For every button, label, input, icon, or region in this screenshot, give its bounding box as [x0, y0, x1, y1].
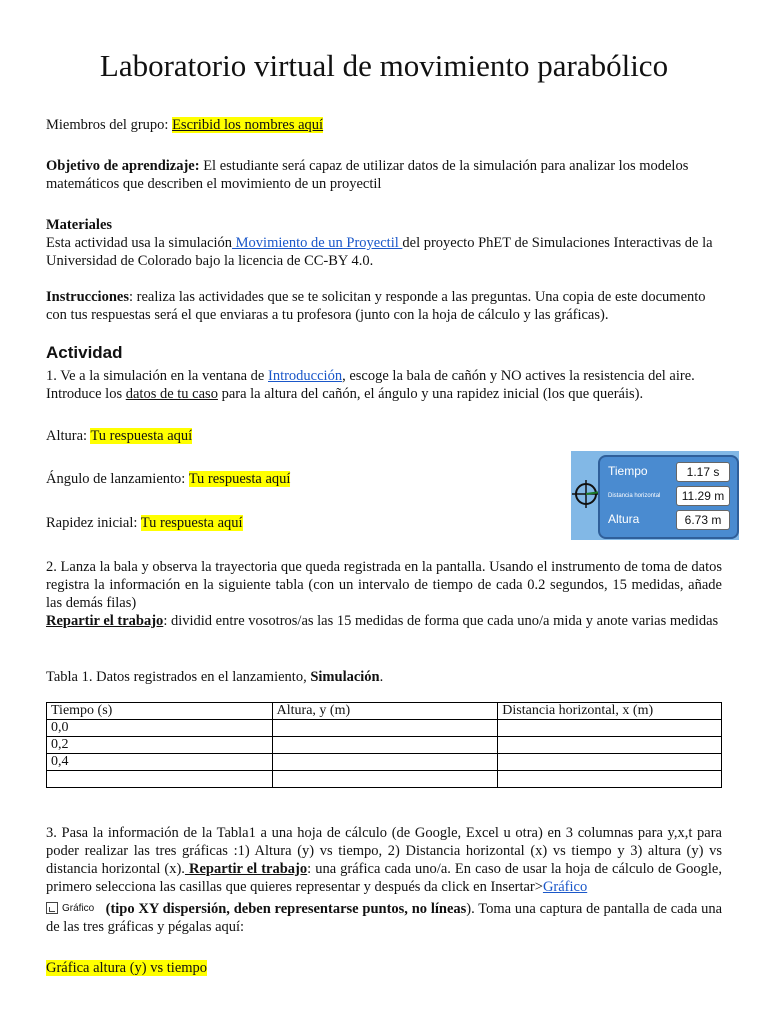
table-cell[interactable] — [498, 771, 722, 788]
crosshair-icon — [571, 479, 601, 509]
step3-bold: (tipo XY dispersión, deben representarse puntos, no líneas — [105, 901, 467, 917]
table-cell[interactable] — [272, 720, 498, 737]
materials-text-before: Esta actividad usa la simulación — [46, 235, 233, 251]
grafico-link[interactable]: Gráfico — [542, 879, 588, 895]
step2-share-text: : dividid entre vosotros/as las 15 medidas de forma que cada uno/a mida y anote varias medidas — [163, 613, 719, 629]
angle-answer-field[interactable]: Tu respuesta aquí — [188, 471, 291, 487]
step3-share-label: Repartir el trabajo — [184, 861, 308, 877]
step1-text-3: para la altura del cañón, el ángulo y una rapidez inicial (los que queráis). — [217, 386, 644, 402]
chart-icon-label: Gráfico — [62, 903, 95, 914]
step2-paragraph — [46, 558, 722, 630]
instructions-label: Instrucciones — [46, 289, 129, 305]
phet-simulation-link[interactable]: Movimiento de un Proyectil — [232, 235, 403, 251]
objective-label: Objetivo de aprendizaje: — [46, 158, 200, 174]
table-row — [47, 754, 722, 771]
speed-answer-field[interactable]: Tu respuesta aquí — [140, 515, 243, 531]
readout-height-value: 6.73 m — [676, 510, 730, 530]
step3-text-2: : una gráfica cada uno/a. En caso de usar la hoja de cálculo de Google, primero selecciona las casillas que quieres representar y después da click en Insertar> — [46, 861, 722, 895]
angle-label: Ángulo de lanzamiento: — [46, 471, 189, 487]
table-cell[interactable] — [272, 737, 498, 754]
members-label: Miembros del grupo: — [46, 117, 173, 133]
materials-heading: Materiales — [46, 217, 113, 233]
table-header-distance: Distancia horizontal, x (m) — [498, 703, 722, 720]
graph-heading: Gráfica altura (y) vs tiempo — [46, 960, 208, 976]
step3-text-3: ). Toma una captura de pantalla de cada una de las tres gráficas y pégalas aquí: — [46, 901, 723, 935]
data-table — [46, 702, 722, 788]
step1-text-2: , escoge la bala de cañón y NO actives la resistencia del aire. Introduce los — [46, 368, 695, 402]
speed-label: Rapidez inicial: — [46, 515, 141, 531]
height-answer-field[interactable]: Tu respuesta aquí — [90, 428, 193, 444]
graph-heading-line — [46, 959, 722, 977]
table-header-time: Tiempo (s) — [47, 703, 273, 720]
table-caption — [46, 668, 722, 686]
table-cell[interactable] — [498, 720, 722, 737]
materials-section — [46, 216, 722, 270]
step1-text-1: 1. Ve a la simulación en la ventana de — [46, 368, 268, 384]
readout-time-value: 1.17 s — [676, 462, 730, 482]
readout-time-label: Tiempo — [608, 464, 648, 478]
readout-row-distance — [608, 486, 736, 506]
step1-underlined: datos de tu caso — [125, 386, 218, 402]
table-header-row — [47, 703, 722, 720]
table-cell[interactable] — [272, 771, 498, 788]
table-cell[interactable] — [272, 754, 498, 771]
readout-distance-value: 11.29 m — [676, 486, 730, 506]
step2-share-label: Repartir el trabajo — [46, 613, 164, 629]
readout-distance-label: Distancia horizontal — [608, 493, 661, 499]
table-row — [47, 771, 722, 788]
table-cell[interactable]: 0,0 — [47, 720, 273, 737]
members-input[interactable]: Escribid los nombres aquí — [172, 117, 324, 133]
activity-heading: Actividad — [46, 343, 123, 362]
table-caption-bold: Simulación — [310, 669, 380, 685]
table-cell[interactable] — [498, 754, 722, 771]
table-row — [47, 737, 722, 754]
readout-row-height — [608, 510, 736, 530]
step2-text: 2. Lanza la bala y observa la trayectoria que queda registrada en la pantalla. Usando el instrumento de toma de datos registra la información en la siguiente tabla (con un intervalo de tiempo de cada 0.2 segundos, 15 medidas, añade las demás filas) — [46, 559, 722, 611]
materials-text-after: del proyecto PhET de Simulaciones Interactivas de la Universidad de Colorado bajo la licencia de CC-BY 4.0. — [46, 235, 713, 269]
insert-chart-icon — [46, 900, 94, 918]
height-input-line — [46, 427, 722, 445]
instructions-text: : realiza las actividades que se te solicitan y responde a las preguntas. Una copia de este documento con tus respuestas será el que enviaras a tu profesora (junto con la hoja de cálculo y las gráficas). — [46, 289, 706, 323]
readout-row-time — [608, 462, 736, 482]
table-cell[interactable] — [47, 771, 273, 788]
table-cell[interactable] — [498, 737, 722, 754]
readout-height-label: Altura — [608, 512, 640, 526]
members-line — [46, 116, 722, 134]
height-label: Altura: — [46, 428, 91, 444]
table-row — [47, 720, 722, 737]
step3-paragraph — [46, 824, 722, 936]
step1-paragraph — [46, 367, 722, 403]
objective-text: El estudiante será capaz de utilizar datos de la simulación para analizar los modelos matemáticos que describen el movimiento de un proyectil — [46, 158, 689, 192]
instructions-paragraph — [46, 288, 722, 324]
table-cell[interactable]: 0,2 — [47, 737, 273, 754]
table-caption-end: . — [379, 669, 384, 685]
objective-paragraph — [46, 157, 722, 193]
table-caption-text: Tabla 1. Datos registrados en el lanzamiento, — [46, 669, 311, 685]
readout-panel — [598, 455, 739, 539]
table-header-height: Altura, y (m) — [272, 703, 498, 720]
simulation-readout-image — [571, 451, 739, 540]
step3-text-1: 3. Pasa la información de la Tabla1 a una hoja de cálculo (de Google, Excel u otra) en 3 columnas para y,x,t para poder realizar las tres gráficas :1) Altura (y) vs tiempo, 2) Distancia horizontal (x) vs tiempo y 3) altura (y) vs distancia horizontal (x). — [46, 825, 722, 877]
table-cell[interactable]: 0,4 — [47, 754, 273, 771]
introduccion-link[interactable]: Introducción — [268, 368, 343, 384]
page-title: Laboratorio virtual de movimiento parabólico — [99, 48, 669, 83]
